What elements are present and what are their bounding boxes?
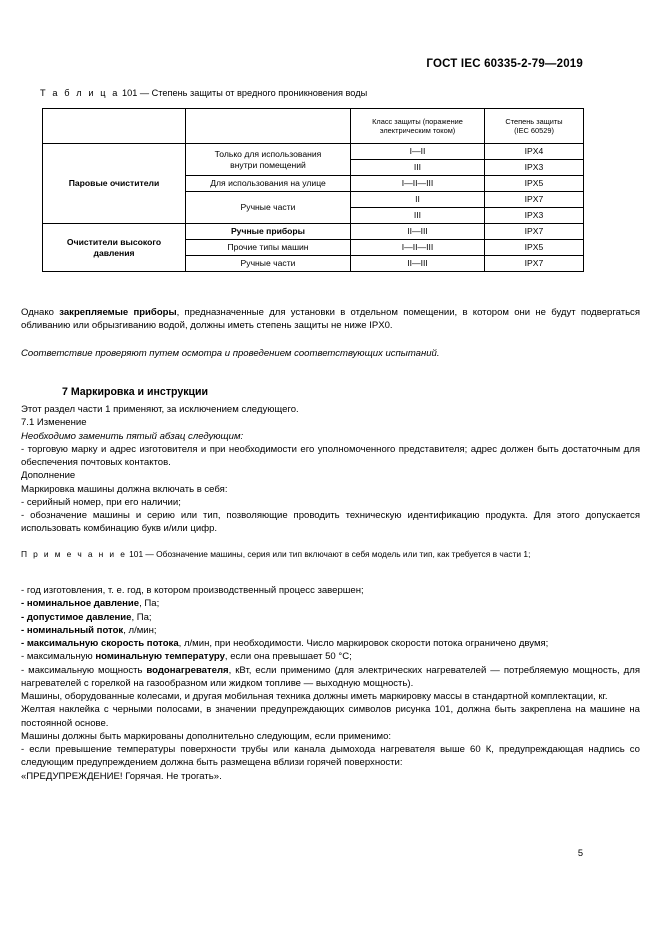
category-hp-line2: давления [93,247,135,258]
class-value: I—II—III [351,176,485,192]
class-value: I—II [351,144,485,160]
table-caption [40,88,367,98]
item-max-temp-rest: , если она превышает 50 °С; [224,651,352,663]
item-heater-term: водонагревателя [146,664,229,676]
item-water-heater-power [21,664,640,691]
use-other-machine-types: Прочие типы машин [186,240,351,256]
paragraph-fixed-appliances [21,306,640,333]
item-max-flow-speed-term: - максимальную скорость потока [21,638,179,649]
paragraph-addition: Дополнение [21,470,76,482]
ipx-value: IPX3 [485,208,584,224]
table-header-blank-1 [43,109,186,144]
table-header-protection-degree [485,109,584,144]
item-rated-flow [21,624,640,637]
note-body: 101 — Обозначение машины, серия или тип включают в себя модель или тип, как требуется в части 1; [129,549,531,559]
table-header-protection-class [351,109,485,144]
ipx-value: IPX3 [485,160,584,176]
item-rated-pressure-unit: , Па; [139,598,160,610]
para-ipx0-bold-term: закрепляемые приборы [59,307,177,318]
item-allowable-pressure-term: - допустимое давление [21,611,132,623]
item-max-flow-speed [21,637,640,650]
paragraph-replace-instruction: Необходимо заменить пятый абзац следующим: [21,430,244,442]
para-ipx0-rest: , предназначенные для установки в отдельном помещении, в котором они не будут подвергаться обливанию или обрызгиванию водой, должны иметь степень защиты не ниже IPX0. [21,307,640,332]
ipx-value: IPX7 [485,256,584,272]
paragraph-conformity [21,347,640,360]
item-allowable-pressure-unit: , Па; [131,611,152,623]
item-heater-lead: - максимальную мощность [21,664,147,676]
use-indoor-line2: внутри помещений [230,159,306,170]
class-value: III [351,160,485,176]
class-value: I—II—III [351,240,485,256]
header-col4-line2: (IEC 60529) [514,126,554,135]
paragraph-warning-text: «ПРЕДУПРЕЖДЕНИЕ! Горячая. Не трогать». [21,770,222,782]
note-101-block [21,548,640,560]
use-hand-held-parts: Ручные части [186,256,351,272]
item-max-rated-temperature [21,650,640,663]
ipx-value: IPX4 [485,144,584,160]
ipx-value: IPX7 [485,224,584,240]
section-heading-7: 7 Маркировка и инструкции [62,386,209,398]
table-header-blank-2 [186,109,351,144]
marking-items-block [21,584,640,783]
item-machine-designation: - обозначение машины и серию или тип, позволяющие проводить техническую идентификацию продукта. Для этого допускается использовать комбинацию букв и/или цифр. [21,510,640,535]
item-rated-pressure [21,597,640,610]
table-caption-text: 101 — Степень защиты от вредного проникновения воды [122,88,368,98]
category-high-pressure-cleaners [43,224,186,272]
paragraph-marking-intro: Маркировка машины должна включать в себя: [21,483,228,495]
header-col3-line1: Класс защиты (поражение [372,116,463,126]
paragraph-ipx0 [21,306,640,333]
class-value: II—III [351,256,485,272]
paragraph-wheeled-machines: Машины, оборудованные колесами, и другая мобильная техника должны иметь маркировку массы в стандартной комплектации, кг. [21,691,608,702]
use-outdoor: Для использования на улице [186,176,351,192]
paragraph-section-intro: Этот раздел части 1 применяют, за исключением следующего. [21,404,299,415]
item-rated-flow-term: - номинальный поток [21,624,124,636]
ipx-value: IPX7 [485,192,584,208]
table-header-row [43,109,584,144]
item-year-of-manufacture: - год изготовления, т. е. год, в котором производственный процесс завершен; [21,585,364,596]
item-max-temp-lead: - максимальную [21,651,96,663]
ipx-value: IPX5 [485,176,584,192]
page-number: 5 [577,848,583,858]
section-intro-block [21,403,640,536]
item-trademark-address: - торговую марку и адрес изготовителя и при необходимости его уполномоченного представителя; адрес должен быть достаточным для обеспечения почтовых контактов. [21,443,640,468]
item-rated-flow-unit: , л/мин; [123,624,157,636]
item-max-flow-speed-rest: , л/мин, при необходимости. Число маркировок скорости потока ограничено двумя; [178,638,549,649]
item-allowable-pressure [21,611,640,624]
table-row [43,144,584,160]
item-serial-number: - серийный номер, при его наличии; [21,496,181,508]
item-rated-pressure-term: - номинальное давление [21,598,140,610]
header-col4-line1: Степень защиты [505,116,563,126]
use-hand-held-parts: Ручные части [186,192,351,224]
item-surface-temperature-warning: - если превышение температуры поверхности трубы или канала дымохода нагревателя выше 60 К, предупреждающая надпись со следующим предупреждением должна быть размещена вблизи горячей поверхности: [21,744,640,769]
table-caption-label: Т а б л и ц а [40,88,120,98]
item-heater-rest: , кВт, если применимо (для электрических нагревателей — потребляемую мощность, для нагревателей с горелкой на газообразном или жидком топливе — выходную мощность). [21,664,640,689]
item-max-temp-term: номинальную температуру [95,651,225,663]
page-header-standard-number: ГОСТ IEC 60335-2-79—2019 [426,58,583,70]
table-row [43,224,584,240]
ipx-value: IPX5 [485,240,584,256]
note-label: П р и м е ч а н и е [21,549,127,559]
class-value: II—III [351,224,485,240]
protection-degree-table [42,108,584,272]
class-value: III [351,208,485,224]
paragraph-7-1: 7.1 Изменение [21,417,87,429]
paragraph-additional-marking: Машины должны быть маркированы дополнительно следующим, если применимо: [21,730,392,742]
paragraph-yellow-sticker: Желтая наклейка с черными полосами, в значении предупреждающих символов рисунка 101, должна быть закреплена на машине на постоянной основе. [21,704,640,729]
use-indoor-line1: Только для использования [214,148,322,159]
header-col3-line2: электрическим током) [379,126,456,135]
class-value: II [351,192,485,208]
category-steam-cleaners: Паровые очистители [43,144,186,224]
conformity-text: Соответствие проверяют путем осмотра и проведением соответствующих испытаний. [21,348,440,359]
category-hp-line1: Очистители высокого [66,236,162,247]
para-ipx0-lead: Однако [21,307,60,318]
use-hand-held-appliances: Ручные приборы [186,224,351,240]
note-101 [21,548,640,560]
use-indoor-only [186,144,351,176]
